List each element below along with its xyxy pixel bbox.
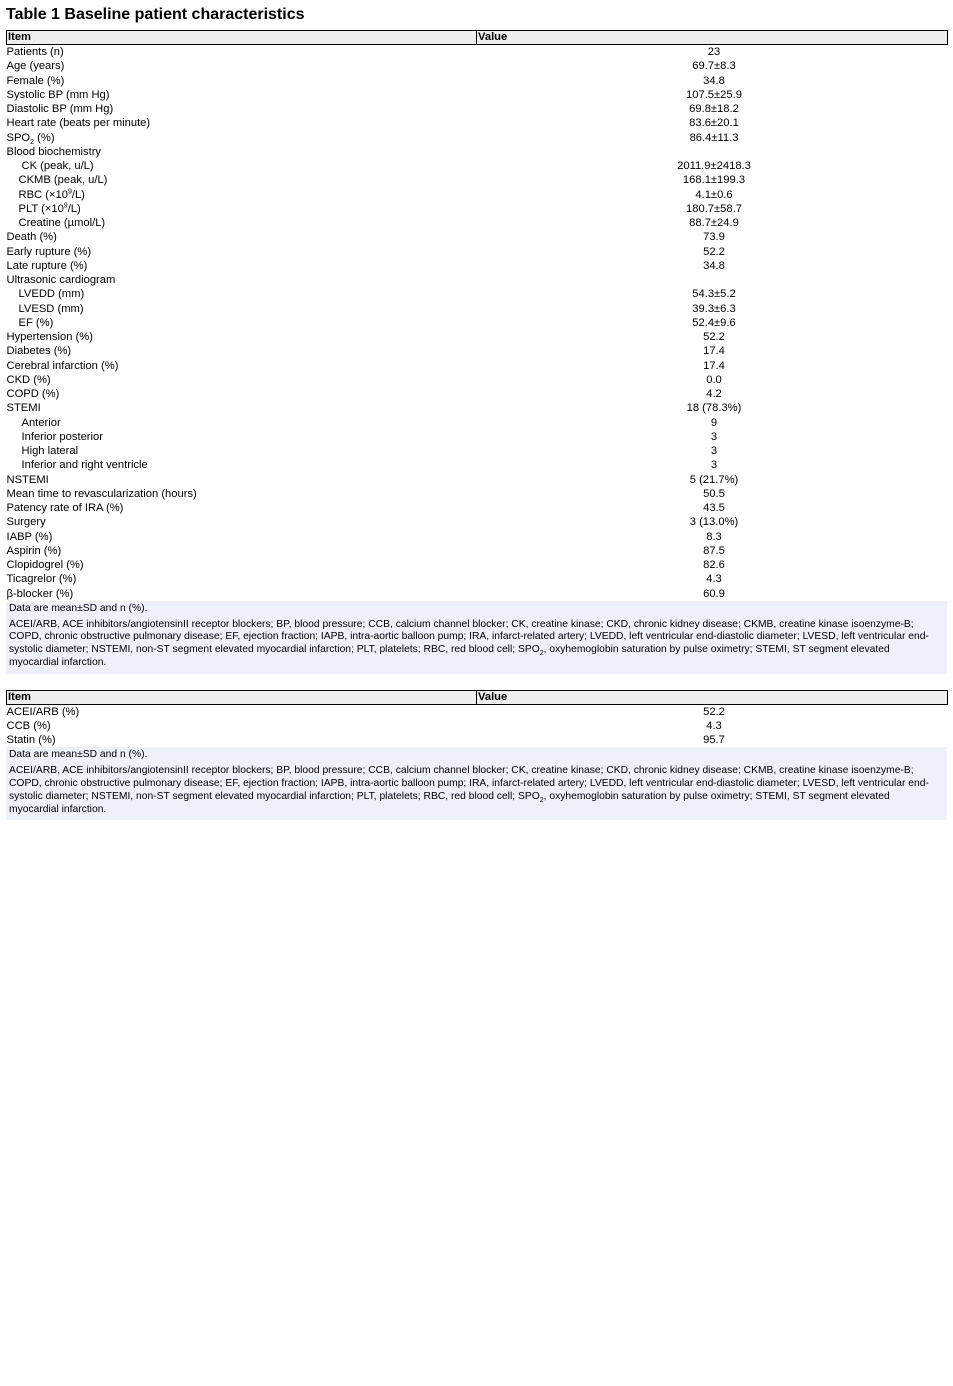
row-item (7, 416, 477, 430)
row-item-text: Heart rate (beats per minute) (6, 117, 151, 130)
row-item-text: Hypertension (%) (6, 331, 93, 344)
row-item-text: LVEDD (mm) (18, 288, 85, 301)
row-item (7, 88, 477, 102)
table-row (7, 387, 948, 401)
row-value: 83.6±20.1 (689, 117, 739, 130)
row-item-text: Systolic BP (mm Hg) (6, 88, 110, 101)
row-item (7, 544, 477, 558)
table-row (7, 88, 948, 102)
row-item-text: Ticagrelor (%) (6, 573, 77, 586)
row-value: 86.4±11.3 (689, 131, 739, 144)
row-item (7, 202, 477, 216)
row-item (7, 245, 477, 259)
row-item (7, 216, 477, 230)
row-value: 5 (21.7%) (689, 473, 739, 486)
row-value: 69.8±18.2 (689, 103, 739, 116)
row-value: 3 (710, 430, 718, 443)
row-item-text: Ultrasonic cardiogram (6, 274, 116, 287)
header-item: Item (7, 690, 477, 704)
row-item-text: STEMI (6, 402, 41, 415)
table-row (7, 230, 948, 244)
header-value: Value (477, 31, 948, 45)
row-value: 82.6 (703, 559, 725, 572)
row-value: 17.4 (703, 359, 725, 372)
header-item: Item (7, 31, 477, 45)
row-item-suffix: /L) (67, 202, 81, 215)
table-row (7, 401, 948, 415)
table-row (7, 45, 948, 60)
table-row (7, 330, 948, 344)
row-value: 43.5 (703, 502, 725, 515)
row-value: 50.5 (703, 487, 725, 500)
row-item-text: Female (%) (6, 74, 65, 87)
table-title: Table 1 Baseline patient characteristics (6, 6, 305, 23)
table-row (7, 159, 948, 173)
row-value: 180.7±58.7 (686, 202, 742, 215)
row-item (7, 45, 477, 60)
row-item-text: IABP (%) (6, 530, 53, 543)
table-row (7, 145, 948, 159)
row-value: 39.3±6.3 (692, 302, 736, 315)
row-item-text: SPO (6, 131, 31, 144)
row-item-text: RBC (×10 (18, 188, 68, 201)
row-item-text: Diabetes (%) (6, 345, 72, 358)
row-item (7, 102, 477, 116)
row-item (7, 273, 477, 287)
table-row (7, 458, 948, 472)
row-value: 3 (710, 445, 718, 458)
table-row (7, 259, 948, 273)
row-value: 73.9 (703, 231, 725, 244)
row-value: 4.1±0.6 (695, 188, 733, 201)
row-item-text: Anterior (21, 416, 61, 429)
footnote-sd: Data are mean±SD and n (%). (9, 749, 148, 761)
row-item-text: LVESD (mm) (18, 302, 84, 315)
table-row (7, 487, 948, 501)
row-item (7, 316, 477, 330)
row-item-text: ACEI/ARB (%) (6, 705, 80, 718)
row-item-text: Blood biochemistry (6, 145, 102, 158)
table-footnotes (6, 601, 947, 674)
row-item-text: Statin (%) (6, 734, 56, 747)
row-value: 4.3 (706, 573, 722, 586)
row-item (7, 230, 477, 244)
row-item-text: Creatine (µmol/L) (18, 217, 106, 230)
table-1-block (6, 30, 947, 674)
row-value: 107.5±25.9 (686, 88, 742, 101)
footnote-abbr-sub: 2 (539, 650, 544, 658)
row-item-text: NSTEMI (6, 473, 49, 486)
medication-table (6, 690, 948, 748)
row-item-text: Early rupture (%) (6, 245, 92, 258)
row-item (7, 558, 477, 572)
row-item (7, 173, 477, 187)
row-item (7, 59, 477, 73)
row-item-text: Aspirin (%) (6, 544, 62, 557)
table-row (7, 501, 948, 515)
row-item-superscript: 9 (63, 202, 68, 210)
table-row (7, 704, 948, 719)
row-item (7, 287, 477, 301)
row-value (477, 145, 948, 159)
row-value: 87.5 (703, 544, 725, 557)
baseline-table (6, 30, 948, 601)
row-item (7, 401, 477, 415)
table-row (7, 515, 948, 529)
row-item (7, 501, 477, 515)
row-item (7, 188, 477, 202)
row-item-text: Patency rate of IRA (%) (6, 502, 124, 515)
table-row (7, 572, 948, 586)
row-item-text: CCB (%) (6, 720, 51, 733)
row-value (477, 273, 948, 287)
row-item-text: Inferior and right ventricle (21, 459, 148, 472)
row-item (7, 473, 477, 487)
table-row (7, 587, 948, 601)
row-item (7, 159, 477, 173)
table-row (7, 116, 948, 130)
row-item (7, 458, 477, 472)
table-row (7, 287, 948, 301)
footnote-abbr-text-end: , oxyhemoglobin saturation by pulse oximetry; STEMI, ST segment elevated myocardial infarction. (9, 790, 890, 815)
row-item-subscript: 2 (30, 138, 35, 146)
row-value: 88.7±24.9 (689, 217, 739, 230)
row-value: 2011.9±2418.3 (677, 160, 751, 173)
row-value: 95.7 (703, 734, 725, 747)
row-value: 23 (707, 46, 721, 59)
footnote-abbreviations (9, 765, 941, 816)
row-item (7, 587, 477, 601)
row-value: 9 (710, 416, 718, 429)
footnote-abbr-sub: 2 (539, 796, 544, 804)
row-item (7, 330, 477, 344)
row-item (7, 704, 477, 719)
row-value: 54.3±5.2 (692, 288, 736, 301)
row-value: 0.0 (706, 373, 722, 386)
table-body (7, 45, 948, 601)
table-footnotes (6, 747, 947, 820)
table-row (7, 188, 948, 202)
table-row (7, 273, 948, 287)
table-row (7, 245, 948, 259)
table-row (7, 173, 948, 187)
row-item-text: Clopidogrel (%) (6, 559, 84, 572)
table-row (7, 416, 948, 430)
row-item-text: β-blocker (%) (6, 587, 74, 600)
row-item (7, 444, 477, 458)
table-row (7, 344, 948, 358)
row-item-text: PLT (×10 (18, 202, 64, 215)
row-item-text: CK (peak, u/L) (21, 160, 94, 173)
row-item (7, 145, 477, 159)
row-item (7, 373, 477, 387)
row-value: 3 (710, 459, 718, 472)
table-row (7, 202, 948, 216)
table-row (7, 74, 948, 88)
row-item-text: CKMB (peak, u/L) (18, 174, 108, 187)
row-value: 168.1±199.3 (682, 174, 746, 187)
row-value: 52.2 (703, 705, 725, 718)
row-item-text: Diastolic BP (mm Hg) (6, 103, 114, 116)
row-item (7, 387, 477, 401)
footnote-abbr-text: ACEI/ARB, ACE inhibitors/angiotensinII receptor blockers; BP, blood pressure; CCB, calcium channel blocker; CK, creatine kinase; CKD, chronic kidney disease; CKMB, creatine kinase isoenzyme-B; COPD, chronic obstructive pulmonary disease; EF, ejection fraction; IAPB, intra-aortic balloon pump; IRA, infarct-related artery; LVEDD, left ventricular end-diastolic diameter; LVESD, left ventricular end-systolic diameter; NSTEMI, non-ST segment elevated myocardial infarction; PLT, platelets; RBC, red blood cell; SPO (9, 618, 929, 656)
row-item (7, 259, 477, 273)
row-item (7, 572, 477, 586)
row-value: 34.8 (703, 74, 725, 87)
table-row (7, 530, 948, 544)
row-value: 4.2 (706, 388, 722, 401)
table-row (7, 733, 948, 747)
row-item-text: Late rupture (%) (6, 259, 88, 272)
table-row (7, 373, 948, 387)
row-item (7, 515, 477, 529)
row-item (7, 131, 477, 145)
table-row (7, 558, 948, 572)
table-row (7, 359, 948, 373)
footnote-abbr-text: ACEI/ARB, ACE inhibitors/angiotensinII receptor blockers; BP, blood pressure; CCB, calcium channel blocker; CK, creatine kinase; CKD, chronic kidney disease; CKMB, creatine kinase isoenzyme-B; COPD, chronic obstructive pulmonary disease; EF, ejection fraction; IAPB, intra-aortic balloon pump; IRA, infarct-related artery; LVEDD, left ventricular end-diastolic diameter; LVESD, left ventricular end-systolic diameter; NSTEMI, non-ST segment elevated myocardial infarction; PLT, platelets; RBC, red blood cell; SPO (9, 765, 929, 802)
row-item-text: Death (%) (6, 231, 57, 244)
row-item (7, 116, 477, 130)
table-row (7, 544, 948, 558)
row-item (7, 733, 477, 747)
table-row (7, 316, 948, 330)
row-value: 52.2 (703, 245, 725, 258)
row-item (7, 302, 477, 316)
row-item-suffix: (%) (34, 131, 55, 144)
row-value: 52.4±9.6 (692, 316, 736, 329)
table-row (7, 102, 948, 116)
table-row (7, 430, 948, 444)
row-item (7, 530, 477, 544)
row-item (7, 74, 477, 88)
footnote-abbr-text-end: , oxyhemoglobin saturation by pulse oximetry; STEMI, ST segment elevated myocardial infarction. (9, 644, 890, 668)
row-item-text: COPD (%) (6, 388, 60, 401)
row-value: 8.3 (706, 530, 722, 543)
table-row (7, 719, 948, 733)
row-item-text: High lateral (21, 445, 79, 458)
row-item (7, 430, 477, 444)
row-item-text: Surgery (6, 516, 46, 529)
row-value: 4.3 (706, 720, 722, 733)
table-row (7, 216, 948, 230)
footnote-abbreviations (9, 619, 941, 670)
row-item (7, 487, 477, 501)
row-value: 17.4 (703, 345, 725, 358)
row-value: 60.9 (703, 587, 725, 600)
row-item (7, 359, 477, 373)
row-value: 3 (13.0%) (689, 516, 739, 529)
row-item-text: EF (%) (18, 316, 54, 329)
row-value: 18 (78.3%) (686, 402, 742, 415)
row-item-superscript: 9 (67, 187, 72, 195)
row-item-suffix: /L) (71, 188, 85, 201)
table-header-row (7, 31, 948, 45)
table-row (7, 473, 948, 487)
table-header-row (7, 690, 948, 704)
row-item (7, 719, 477, 733)
header-value: Value (477, 690, 948, 704)
row-item-text: Inferior posterior (21, 430, 103, 443)
table-2-block (6, 690, 947, 821)
row-value: 52.2 (703, 331, 725, 344)
row-value: 34.8 (703, 259, 725, 272)
row-item-text: Patients (n) (6, 46, 64, 59)
row-item-text: Age (years) (6, 60, 65, 73)
row-item (7, 344, 477, 358)
table-row (7, 444, 948, 458)
table-row (7, 302, 948, 316)
table-row (7, 59, 948, 73)
row-value: 69.7±8.3 (692, 60, 736, 73)
table-row (7, 131, 948, 145)
row-item-text: Cerebral infarction (%) (6, 359, 119, 372)
row-item-text: CKD (%) (6, 373, 51, 386)
table-body (7, 704, 948, 747)
row-item-text: Mean time to revascularization (hours) (6, 487, 197, 500)
footnote-sd: Data are mean±SD and n (%). (9, 602, 148, 614)
